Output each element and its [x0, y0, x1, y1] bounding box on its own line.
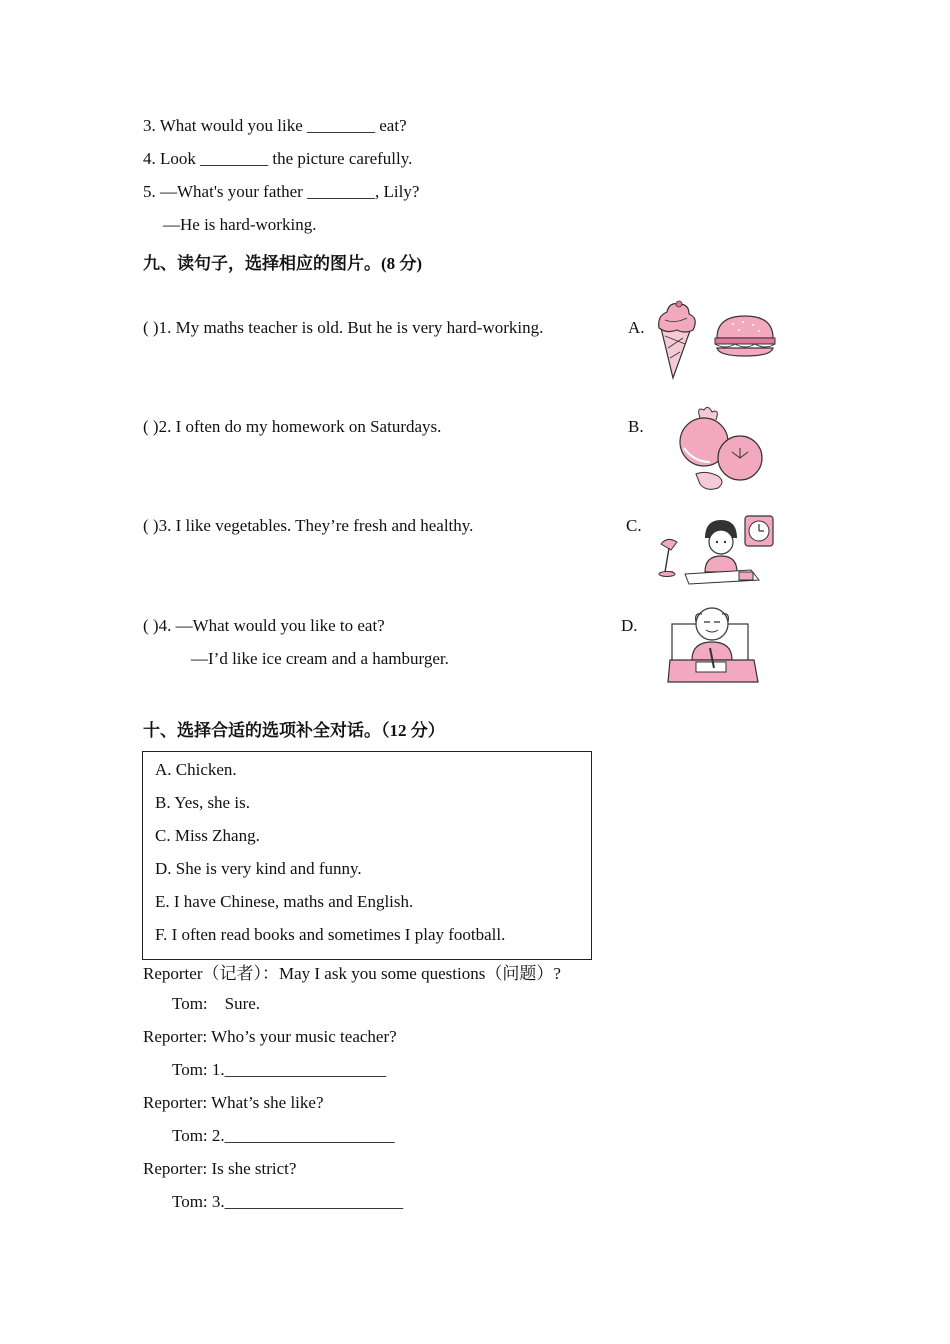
sliced-vegetable-icon	[696, 472, 722, 489]
option-d: D. She is very kind and funny.	[155, 859, 362, 878]
fill-blank-5-answer: —He is hard-working.	[163, 215, 317, 234]
section10-title: 十、选择合适的选项补全对话。	[143, 721, 381, 741]
dialogue-line-6: Tom: 2.____________________	[172, 1126, 395, 1145]
desk-lamp-icon	[659, 539, 677, 576]
fill-blank-4: 4. Look ________ the picture carefully.	[143, 149, 413, 168]
tomato-icon	[718, 436, 762, 480]
option-letter-c: C.	[626, 516, 642, 535]
vegetables-picture	[670, 404, 766, 492]
dialogue-line-4: Tom: 1.___________________	[172, 1060, 387, 1079]
section9-item-1: ( )1. My maths teacher is old. But he is very hard-working.	[143, 318, 544, 337]
ice-cream-icon	[659, 301, 696, 378]
dialogue-line-2: Tom: Sure.	[172, 994, 261, 1013]
section10-heading	[143, 716, 445, 741]
section9-item-3: ( )3. I like vegetables. They’re fresh and healthy.	[143, 516, 474, 535]
hamburger-icon	[715, 316, 775, 356]
dialogue-line-5: Reporter: What’s she like?	[143, 1093, 324, 1112]
dialogue-line-3: Reporter: Who’s your music teacher?	[143, 1027, 397, 1046]
section9-item-2: ( )2. I often do my homework on Saturdays.	[143, 417, 442, 436]
section9-points: (8 分)	[381, 254, 423, 273]
eraser-icon	[739, 572, 753, 580]
ice-cream-hamburger-picture	[655, 298, 777, 380]
section10-points: （12 分）	[381, 721, 445, 740]
section9-title: 九、读句子，选择相应的图片。	[143, 254, 381, 274]
clock-icon	[745, 516, 773, 546]
dialogue-line-1: Reporter（记者）：May I ask you some questions（问题）?	[143, 964, 561, 983]
dialogue-line-8: Tom: 3._____________________	[172, 1192, 404, 1211]
option-a: A. Chicken.	[155, 760, 237, 779]
fill-blank-3: 3. What would you like ________ eat?	[143, 116, 407, 135]
section9-item-4: ( )4. —What would you like to eat?	[143, 616, 385, 635]
option-e: E. I have Chinese, maths and English.	[155, 892, 414, 911]
dialogue-line-7: Reporter: Is she strict?	[143, 1159, 297, 1178]
option-letter-a: A.	[628, 318, 645, 337]
old-teacher-picture	[666, 604, 760, 688]
option-b: B. Yes, she is.	[155, 793, 250, 812]
paper-icon	[696, 662, 726, 672]
boy-icon	[705, 520, 737, 572]
section9-item-4-reply: —I’d like ice cream and a hamburger.	[191, 649, 449, 668]
section9-heading	[143, 249, 422, 274]
option-f: F. I often read books and sometimes I play football.	[155, 925, 506, 944]
options-box	[142, 751, 592, 960]
option-letter-d: D.	[621, 616, 638, 635]
option-c: C. Miss Zhang.	[155, 826, 260, 845]
boy-homework-picture	[655, 514, 777, 594]
option-letter-b: B.	[628, 417, 644, 436]
fill-blank-5: 5. —What's your father ________, Lily?	[143, 182, 420, 201]
